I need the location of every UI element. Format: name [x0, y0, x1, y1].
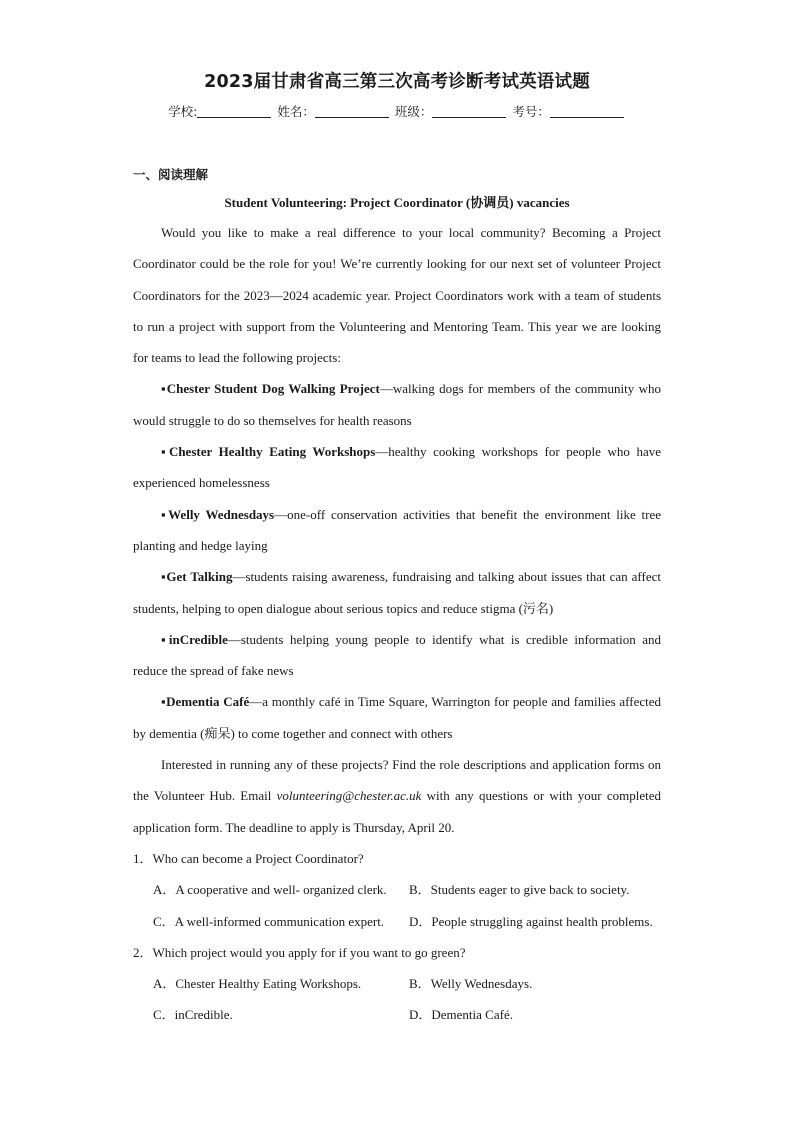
- project-item: [133, 499, 661, 562]
- project-desc: —students raising awareness, fundraising and talking about issues that can affect students, helping to open dialogue about serious topics and reduce stigma (污名): [133, 569, 661, 616]
- project-item: [133, 373, 661, 436]
- option-d[interactable]: D．Dementia Café.: [409, 1007, 513, 1023]
- exam-number-blank[interactable]: [550, 103, 624, 118]
- option-a[interactable]: A．A cooperative and well- organized clerk.: [153, 882, 387, 898]
- exam-number-label: 考号：: [512, 104, 550, 119]
- name-label: 姓名：: [277, 104, 315, 119]
- project-name: ▪Dementia Café: [161, 694, 250, 710]
- project-name: ▪Chester Healthy Eating Workshops: [161, 444, 376, 460]
- option-c[interactable]: C．A well-informed communication expert.: [153, 913, 385, 929]
- passage-body: [133, 217, 661, 1031]
- project-name: ▪Welly Wednesdays: [161, 506, 275, 522]
- project-item: [133, 624, 661, 687]
- project-desc: —a monthly café in Time Square, Warrington for people and families affected by dementia (痴呆) to come together and connect with others: [133, 694, 661, 741]
- option-a[interactable]: A．Chester Healthy Eating Workshops.: [153, 976, 362, 992]
- option-d[interactable]: D．People struggling against health problems.: [409, 913, 653, 929]
- project-name: ▪Get Talking: [161, 569, 233, 585]
- project-desc: —healthy cooking workshops for people who have experienced homelessness: [133, 444, 661, 491]
- option-c[interactable]: C．inCredible.: [153, 1007, 233, 1023]
- project-item: [133, 561, 661, 624]
- closing-text-before: Interested in running any of these projects? Find the role descriptions and application forms on the Volunteer Hub. Email: [133, 757, 661, 804]
- passage-closing: [133, 749, 661, 843]
- option-b[interactable]: B．Welly Wednesdays.: [409, 976, 533, 992]
- project-item: [133, 686, 661, 749]
- school-blank[interactable]: [197, 103, 271, 118]
- project-name: ▪Chester Student Dog Walking Project: [161, 381, 380, 397]
- section-heading: 一、阅读理解: [133, 167, 209, 182]
- exam-title: 2023届甘肃省高三第三次高考诊断考试英语试题: [204, 72, 590, 92]
- project-item: [133, 436, 661, 499]
- project-name: ▪inCredible: [161, 631, 228, 647]
- class-blank[interactable]: [432, 103, 506, 118]
- question-stem: 2．Which project would you apply for if you want to go green?: [133, 944, 466, 960]
- passage-title: Student Volunteering: Project Coordinator (协调员) vacancies: [224, 195, 570, 210]
- closing-text-after: with any questions or with your completed application form. The deadline to apply is Thursday, April 20.: [133, 788, 661, 835]
- passage-intro: Would you like to make a real difference to your local community? Becoming a Project Coordinator could be the role for you! We’re currently looking for our next set of volunteer Project Coordinators for the 2023—2024 academic year. Project Coordinators work with a team of students to run a project with support from the Volunteering and Mentoring Team. This year we are looking for teams to lead the following projects:: [133, 225, 661, 366]
- project-desc: —walking dogs for members of the community who would struggle to do so themselves for health reasons: [133, 381, 661, 428]
- question-options: [133, 874, 661, 937]
- question-stem: 1．Who can become a Project Coordinator?: [133, 850, 364, 866]
- contact-email[interactable]: volunteering@chester.ac.uk: [276, 788, 422, 804]
- option-b[interactable]: B．Students eager to give back to society.: [409, 882, 630, 898]
- question-options: [133, 968, 661, 1031]
- name-blank[interactable]: [315, 103, 389, 118]
- school-label: 学校:: [168, 104, 198, 119]
- class-label: 班级：: [394, 104, 433, 119]
- project-desc: —students helping young people to identify what is credible information and reduce the spread of fake news: [133, 631, 661, 679]
- project-desc: —one-off conservation activities that benefit the environment like tree planting and hedge laying: [133, 506, 661, 553]
- student-info-fields: [0, 102, 794, 120]
